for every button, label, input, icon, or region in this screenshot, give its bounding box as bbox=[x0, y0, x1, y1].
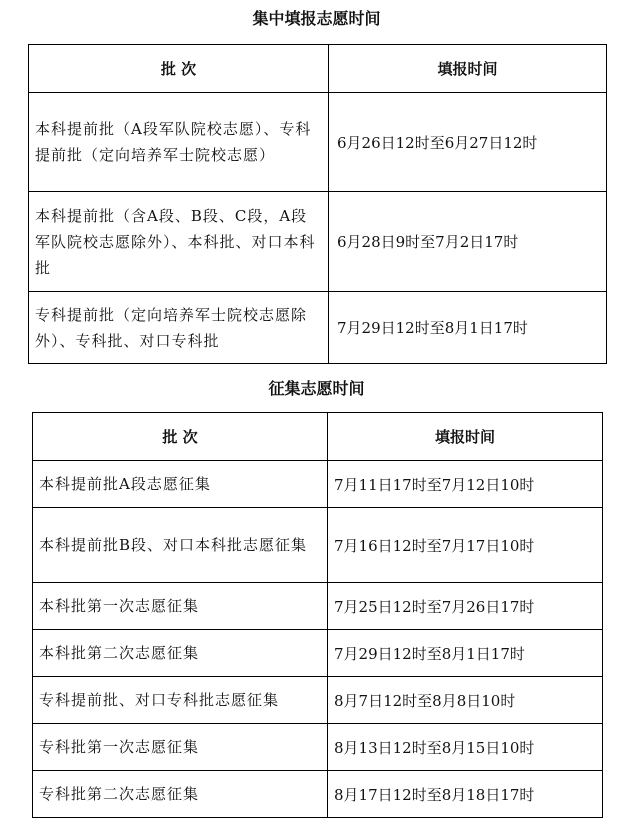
time-cell: 6月26日12时至6月27日12时 bbox=[329, 93, 607, 192]
time-cell: 7月25日12时至7月26日17时 bbox=[328, 583, 603, 630]
table-row bbox=[29, 292, 607, 364]
table-row bbox=[33, 630, 603, 677]
table-row bbox=[29, 192, 607, 292]
batch-cell: 本科批第一次志愿征集 bbox=[33, 583, 328, 630]
centralized-filing-title: 集中填报志愿时间 bbox=[252, 9, 381, 28]
centralized-filing-table bbox=[28, 44, 607, 364]
time-cell: 8月17日12时至8月18日17时 bbox=[328, 771, 603, 818]
batch-cell: 专科批第一次志愿征集 bbox=[33, 724, 328, 771]
batch-cell: 本科提前批B段、对口本科批志愿征集 bbox=[33, 508, 328, 583]
time-cell: 7月11日17时至7月12日10时 bbox=[328, 461, 603, 508]
batch-cell: 专科提前批（定向培养军士院校志愿除外）、专科批、对口专科批 bbox=[29, 292, 329, 364]
time-header: 填报时间 bbox=[328, 413, 603, 461]
table-row bbox=[29, 93, 607, 192]
solicitation-table bbox=[32, 412, 603, 818]
table-row bbox=[33, 583, 603, 630]
batch-cell: 本科提前批A段志愿征集 bbox=[33, 461, 328, 508]
batch-header: 批 次 bbox=[33, 413, 328, 461]
batch-cell: 本科批第二次志愿征集 bbox=[33, 630, 328, 677]
time-cell: 7月29日12时至8月1日17时 bbox=[329, 292, 607, 364]
solicitation-title: 征集志愿时间 bbox=[268, 379, 365, 398]
table-row bbox=[33, 724, 603, 771]
table-row bbox=[33, 677, 603, 724]
time-cell: 8月7日12时至8月8日10时 bbox=[328, 677, 603, 724]
time-cell: 8月13日12时至8月15日10时 bbox=[328, 724, 603, 771]
batch-header: 批 次 bbox=[29, 45, 329, 93]
table-row bbox=[33, 461, 603, 508]
time-cell: 6月28日9时至7月2日17时 bbox=[329, 192, 607, 292]
batch-cell: 专科批第二次志愿征集 bbox=[33, 771, 328, 818]
time-cell: 7月16日12时至7月17日10时 bbox=[328, 508, 603, 583]
time-header: 填报时间 bbox=[329, 45, 607, 93]
batch-cell: 本科提前批（A段军队院校志愿）、专科提前批（定向培养军士院校志愿） bbox=[29, 93, 329, 192]
table-header-row bbox=[29, 45, 607, 93]
batch-cell: 本科提前批（含A段、B段、C段，A段军队院校志愿除外）、本科批、对口本科批 bbox=[29, 192, 329, 292]
table-row bbox=[33, 771, 603, 818]
table-row bbox=[33, 508, 603, 583]
batch-cell: 专科提前批、对口专科批志愿征集 bbox=[33, 677, 328, 724]
table-header-row bbox=[33, 413, 603, 461]
time-cell: 7月29日12时至8月1日17时 bbox=[328, 630, 603, 677]
